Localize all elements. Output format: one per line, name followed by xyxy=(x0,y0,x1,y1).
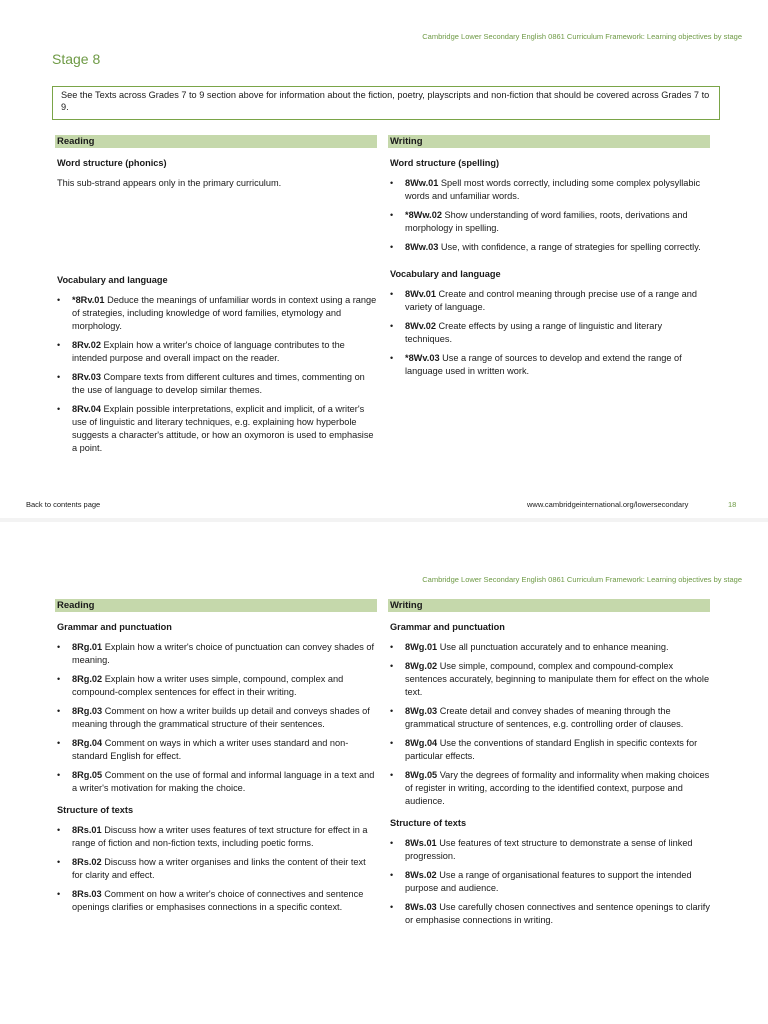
section-title: Vocabulary and language xyxy=(390,269,501,279)
objective-list xyxy=(388,288,710,378)
objective-code: *8Rv.01 xyxy=(72,295,105,305)
objective-text: Use the conventions of standard English in specific contexts for particular effects. xyxy=(405,738,698,761)
objective-item xyxy=(388,641,710,654)
back-to-contents-link[interactable]: Back to contents page xyxy=(26,500,101,509)
objective-code: 8Ws.03 xyxy=(405,902,437,912)
objective-code: 8Rs.01 xyxy=(72,825,102,835)
bullet-icon: • xyxy=(57,295,61,305)
running-header: Cambridge Lower Secondary English 0861 Curriculum Framework: Learning objectives by stage xyxy=(422,32,742,41)
objective-code: 8Wg.01 xyxy=(405,642,438,652)
objective-text: Comment on how a writer's choice of connectives and sentence openings clarifies or emphasises connections in a specific context. xyxy=(72,889,364,912)
bullet-icon: • xyxy=(390,838,394,848)
bullet-icon: • xyxy=(57,706,61,716)
objective-item xyxy=(388,769,710,808)
bullet-icon: • xyxy=(390,738,394,748)
bullet-icon: • xyxy=(57,825,61,835)
objective-code: 8Ws.01 xyxy=(405,838,437,848)
objective-text: Use simple, compound, complex and compound-complex sentences accurately, beginning to manipulate them for effect on the whole text. xyxy=(405,661,710,697)
objective-code: *8Ww.02 xyxy=(405,210,442,220)
page-number: 18 xyxy=(728,500,737,509)
objective-list xyxy=(55,294,377,455)
objective-item xyxy=(388,241,710,254)
objective-item xyxy=(388,320,710,346)
section-title: Structure of texts xyxy=(390,818,467,828)
writing-band: Writing xyxy=(388,599,710,612)
objective-code: 8Ww.01 xyxy=(405,178,439,188)
objective-item xyxy=(388,869,710,895)
bullet-icon: • xyxy=(390,706,394,716)
objective-text: Use, with confidence, a range of strategies for spelling correctly. xyxy=(440,242,701,252)
reading-band: Reading xyxy=(55,135,377,148)
bullet-icon: • xyxy=(57,889,61,899)
writing-band: Writing xyxy=(388,135,710,148)
section-title: Grammar and punctuation xyxy=(390,622,505,632)
objective-item xyxy=(55,673,377,699)
objective-text: Compare texts from different cultures and times, commenting on the use of language to develop similar themes. xyxy=(72,372,365,395)
objective-text: Use carefully chosen connectives and sentence openings to clarify or emphasise connections in writing. xyxy=(405,902,710,925)
objective-text: Deduce the meanings of unfamiliar words in context using a range of strategies, including knowledge of word families, etymology and morphology. xyxy=(72,295,377,331)
objective-code: 8Rg.04 xyxy=(72,738,103,748)
reading-band: Reading xyxy=(55,599,377,612)
objective-text: Use a range of sources to develop and extend the range of language used in written work. xyxy=(405,353,682,376)
page-19 xyxy=(0,520,768,1024)
objective-text: Comment on how a writer builds up detail and conveys shades of meaning through the grammatical structure of their sentences. xyxy=(72,706,370,729)
objective-text: Create and control meaning through precise use of a range and variety of language. xyxy=(405,289,697,312)
objective-list xyxy=(55,641,377,795)
objective-item xyxy=(55,371,377,397)
writing-column xyxy=(388,599,710,933)
writing-column xyxy=(388,135,710,384)
objective-item xyxy=(388,660,710,699)
section-title: Grammar and punctuation xyxy=(57,622,172,632)
objective-text: Explain how a writer's choice of punctuation can convey shades of meaning. xyxy=(72,642,375,665)
objective-code: 8Wv.01 xyxy=(405,289,436,299)
texts-note-box: See the Texts across Grades 7 to 9 section above for information about the fiction, poetry, playscripts and non-fiction that should be covered across Grades 7 to 9. xyxy=(52,86,720,120)
bullet-icon: • xyxy=(390,642,394,652)
objective-text: Comment on ways in which a writer uses standard and non-standard English for effect. xyxy=(72,738,349,761)
objective-code: 8Wv.02 xyxy=(405,321,436,331)
objective-item xyxy=(55,737,377,763)
bullet-icon: • xyxy=(57,738,61,748)
section-title: Structure of texts xyxy=(57,805,134,815)
running-header: Cambridge Lower Secondary English 0861 Curriculum Framework: Learning objectives by stage xyxy=(422,575,742,584)
bullet-icon: • xyxy=(57,404,61,414)
objective-text: Discuss how a writer uses features of text structure for effect in a range of fiction and non-fiction texts, including poetic forms. xyxy=(72,825,368,848)
objective-item xyxy=(55,824,377,850)
bullet-icon: • xyxy=(57,770,61,780)
objective-item xyxy=(55,339,377,365)
objective-code: 8Ww.03 xyxy=(405,242,439,252)
objective-item xyxy=(55,641,377,667)
objective-code: 8Ws.02 xyxy=(405,870,437,880)
objective-code: 8Rs.03 xyxy=(72,889,102,899)
objective-text: Explain how a writer's choice of language contributes to the intended purpose and overall impact on the reader. xyxy=(72,340,345,363)
bullet-icon: • xyxy=(390,870,394,880)
bullet-icon: • xyxy=(57,340,61,350)
bullet-icon: • xyxy=(390,902,394,912)
objective-item xyxy=(55,294,377,333)
section-title: Word structure (spelling) xyxy=(390,158,500,168)
objective-text: Use a range of organisational features to support the intended purpose and audience. xyxy=(405,870,692,893)
bullet-icon: • xyxy=(57,372,61,382)
objective-text: Discuss how a writer organises and links the content of their text for clarity and effect. xyxy=(72,857,366,880)
objective-item xyxy=(55,888,377,914)
objective-code: 8Rg.03 xyxy=(72,706,103,716)
section-title: Word structure (phonics) xyxy=(57,158,167,168)
objective-code: 8Rs.02 xyxy=(72,857,102,867)
bullet-icon: • xyxy=(390,289,394,299)
objective-code: 8Rv.04 xyxy=(72,404,101,414)
objective-code: *8Wv.03 xyxy=(405,353,440,363)
bullet-icon: • xyxy=(390,661,394,671)
objective-item xyxy=(55,705,377,731)
objective-code: 8Wg.03 xyxy=(405,706,438,716)
objective-text: Use features of text structure to demonstrate a sense of linked progression. xyxy=(405,838,693,861)
bullet-icon: • xyxy=(57,857,61,867)
objective-text: Show understanding of word families, roots, derivations and morphology in spelling. xyxy=(405,210,688,233)
objective-item xyxy=(388,705,710,731)
objective-text: Comment on the use of formal and informal language in a text and a writer's motivation for making the choice. xyxy=(72,770,375,793)
objective-item xyxy=(388,177,710,203)
reading-column xyxy=(55,135,377,461)
objective-text: Spell most words correctly, including some complex polysyllabic words and unfamiliar words. xyxy=(405,178,701,201)
objective-item xyxy=(388,352,710,378)
website-link[interactable]: www.cambridgeinternational.org/lowersecondary xyxy=(527,500,689,509)
objective-item xyxy=(388,209,710,235)
objective-list xyxy=(388,837,710,927)
objective-text: Create effects by using a range of linguistic and literary techniques. xyxy=(405,321,663,344)
objective-item xyxy=(388,737,710,763)
objective-code: 8Rv.03 xyxy=(72,372,101,382)
objective-item xyxy=(388,901,710,927)
bullet-icon: • xyxy=(57,674,61,684)
bullet-icon: • xyxy=(57,642,61,652)
objective-code: 8Rg.01 xyxy=(72,642,103,652)
objective-item xyxy=(388,837,710,863)
objective-text: Vary the degrees of formality and informality when making choices of register in writing, according to the identified context, purpose and audience. xyxy=(405,770,710,806)
objective-code: 8Wg.04 xyxy=(405,738,438,748)
objective-list xyxy=(55,824,377,914)
objective-code: 8Wg.05 xyxy=(405,770,438,780)
stage-title: Stage 8 xyxy=(52,51,101,67)
objective-text: Explain possible interpretations, explicit and implicit, of a writer's use of linguistic and literary techniques, e.g. explaining how hyperbole suggests a character's attitude, or how an oxymoron is used to emphasise a point. xyxy=(72,404,374,453)
objective-item xyxy=(55,403,377,455)
bullet-icon: • xyxy=(390,770,394,780)
objective-text: Use all punctuation accurately and to enhance meaning. xyxy=(439,642,669,652)
objective-item xyxy=(55,769,377,795)
objective-code: 8Rv.02 xyxy=(72,340,101,350)
objective-text: Create detail and convey shades of meaning through the grammatical structure of sentences, e.g. controlling order of clauses. xyxy=(405,706,684,729)
reading-column xyxy=(55,599,377,920)
bullet-icon: • xyxy=(390,321,394,331)
section-text: This sub-strand appears only in the primary curriculum. xyxy=(57,178,282,188)
objective-code: 8Wg.02 xyxy=(405,661,438,671)
objective-list xyxy=(388,641,710,808)
bullet-icon: • xyxy=(390,210,394,220)
objective-code: 8Rg.05 xyxy=(72,770,103,780)
bullet-icon: • xyxy=(390,353,394,363)
section-title: Vocabulary and language xyxy=(57,275,168,285)
objective-list xyxy=(388,177,710,254)
objective-code: 8Rg.02 xyxy=(72,674,103,684)
bullet-icon: • xyxy=(390,178,394,188)
objective-text: Explain how a writer uses simple, compound, complex and compound-complex sentences for effect in their writing. xyxy=(72,674,344,697)
bullet-icon: • xyxy=(390,242,394,252)
objective-item xyxy=(388,288,710,314)
objective-item xyxy=(55,856,377,882)
